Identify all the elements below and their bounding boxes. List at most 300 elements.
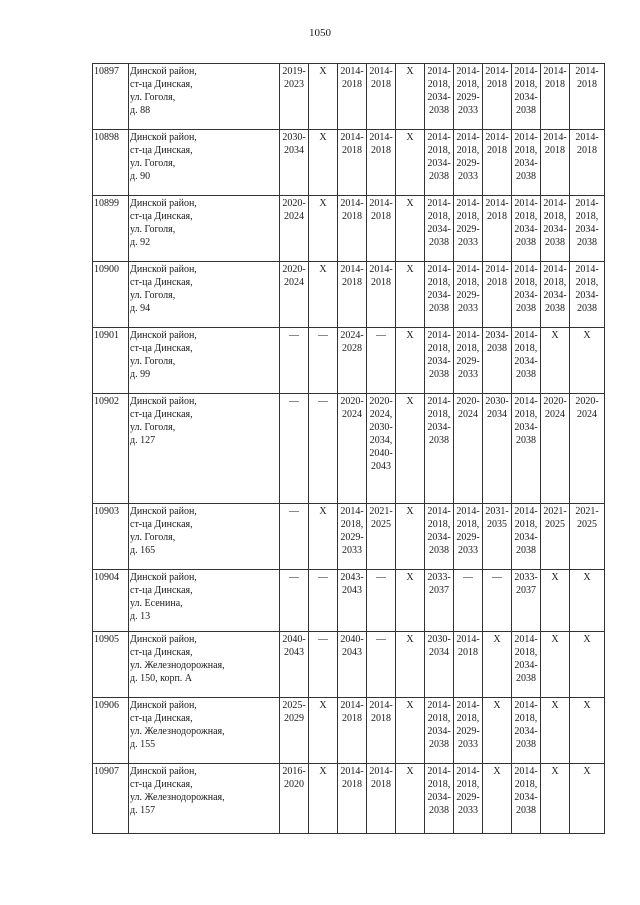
period-value: — — [289, 330, 299, 341]
period-cell — [396, 328, 425, 394]
period-cell — [483, 196, 512, 262]
period-value: 2018, — [514, 79, 538, 90]
period-value: 2038 — [516, 171, 536, 182]
period-value: 2014- — [543, 66, 567, 77]
period-value: 2034 — [429, 647, 449, 658]
period-value: 2034- — [427, 726, 451, 737]
period-cell — [309, 64, 338, 130]
period-value: Х — [583, 572, 591, 583]
period-cell — [309, 130, 338, 196]
period-value: 2014- — [456, 330, 480, 341]
period-value: Х — [493, 634, 501, 645]
period-cell — [541, 196, 570, 262]
period-value: 2014- — [427, 330, 451, 341]
address-cell — [129, 262, 280, 328]
period-cell — [454, 64, 483, 130]
period-value: 2018, — [514, 409, 538, 420]
period-cell — [367, 130, 396, 196]
period-value: 2014- — [427, 396, 451, 407]
period-value: 2034 — [284, 145, 304, 156]
table-row — [93, 504, 605, 570]
period-value: 2018 — [487, 145, 507, 156]
period-value: Х — [406, 700, 414, 711]
period-cell — [338, 394, 367, 504]
period-value: 2033- — [514, 572, 538, 583]
period-cell — [309, 632, 338, 698]
period-value: 2018, — [514, 211, 538, 222]
table-row — [93, 328, 605, 394]
address-cell — [129, 698, 280, 764]
period-cell — [338, 64, 367, 130]
period-value: 2040- — [340, 634, 364, 645]
period-cell — [483, 504, 512, 570]
period-cell — [396, 764, 425, 834]
period-value: 2014- — [575, 264, 599, 275]
period-value: Х — [406, 506, 414, 517]
period-value: 2014- — [514, 634, 538, 645]
period-value: 2021- — [543, 506, 567, 517]
period-value: 2014- — [340, 66, 364, 77]
period-value: 2034- — [485, 330, 509, 341]
table-row — [93, 262, 605, 328]
period-value: 2014- — [340, 700, 364, 711]
period-value: 2014- — [456, 264, 480, 275]
period-cell — [396, 130, 425, 196]
period-value: 2029- — [340, 532, 364, 543]
period-value: 2034- — [514, 224, 538, 235]
period-value: 2018 — [342, 79, 362, 90]
period-value: 2018, — [427, 519, 451, 530]
period-value: Х — [583, 766, 591, 777]
address-line: ст-ца Динская, — [130, 713, 193, 724]
period-value: 2018, — [427, 277, 451, 288]
period-cell — [454, 196, 483, 262]
period-value: 2018 — [487, 79, 507, 90]
period-value: — — [289, 572, 299, 583]
period-cell — [454, 698, 483, 764]
period-value: 2034- — [427, 422, 451, 433]
address-line: д. 157 — [130, 805, 156, 816]
register-table — [92, 63, 605, 834]
period-cell — [454, 262, 483, 328]
period-value: 2014- — [514, 330, 538, 341]
period-cell — [454, 632, 483, 698]
period-value: Х — [493, 766, 501, 777]
period-cell — [338, 632, 367, 698]
period-value: Х — [551, 634, 559, 645]
period-value: 2043 — [342, 585, 362, 596]
period-value: Х — [319, 766, 327, 777]
period-cell — [454, 328, 483, 394]
register-body — [93, 64, 605, 834]
period-value: 2014- — [514, 506, 538, 517]
period-cell — [483, 570, 512, 632]
period-value: — — [318, 330, 328, 341]
period-value: Х — [551, 700, 559, 711]
period-cell — [367, 394, 396, 504]
period-value: 2034- — [514, 792, 538, 803]
address-line: Динской район, — [130, 264, 197, 275]
period-cell — [367, 196, 396, 262]
period-value: Х — [583, 700, 591, 711]
period-value: 2034- — [427, 356, 451, 367]
period-cell — [425, 570, 454, 632]
period-value: 2038 — [516, 237, 536, 248]
period-value: 2018, — [514, 713, 538, 724]
period-value: 2038 — [577, 237, 597, 248]
address-line: ст-ца Динская, — [130, 343, 193, 354]
period-value: 2033- — [427, 572, 451, 583]
period-cell — [483, 632, 512, 698]
period-cell — [396, 504, 425, 570]
period-cell — [425, 504, 454, 570]
period-value: Х — [406, 330, 414, 341]
period-value: 2030- — [282, 132, 306, 143]
table-row — [93, 764, 605, 834]
period-value: 2018, — [514, 647, 538, 658]
address-line: ул. Гоголя, — [130, 92, 176, 103]
address-line: ул. Гоголя, — [130, 290, 176, 301]
period-value: 2037 — [429, 585, 449, 596]
period-value: 2018, — [456, 145, 480, 156]
period-value: 2043 — [342, 647, 362, 658]
period-cell — [570, 328, 605, 394]
period-value: 2014- — [485, 264, 509, 275]
period-value: 2018, — [427, 779, 451, 790]
period-cell — [454, 504, 483, 570]
period-cell — [338, 196, 367, 262]
period-cell — [338, 698, 367, 764]
period-value: Х — [406, 198, 414, 209]
period-value: 2018, — [427, 145, 451, 156]
period-cell — [425, 328, 454, 394]
table-row — [93, 570, 605, 632]
period-value: 2029- — [456, 224, 480, 235]
period-value: 2038 — [516, 545, 536, 556]
period-value: 2014- — [575, 66, 599, 77]
period-value: 2018 — [371, 145, 391, 156]
period-cell — [425, 764, 454, 834]
period-cell — [512, 698, 541, 764]
period-value: 2018, — [427, 211, 451, 222]
period-value: 2014- — [456, 634, 480, 645]
period-value: 2018 — [458, 647, 478, 658]
period-value: 2038 — [429, 171, 449, 182]
period-value: 2034- — [427, 792, 451, 803]
period-value: 2020- — [456, 396, 480, 407]
period-value: 2014- — [427, 66, 451, 77]
period-value: 2014- — [514, 396, 538, 407]
period-value: 2018 — [342, 145, 362, 156]
period-cell — [425, 632, 454, 698]
period-value: 2038 — [516, 805, 536, 816]
address-line: ул. Железнодорожная, — [130, 660, 225, 671]
period-value: 2019- — [282, 66, 306, 77]
address-line: ст-ца Динская, — [130, 211, 193, 222]
record-number: 10897 — [93, 64, 129, 130]
period-value: 2030- — [485, 396, 509, 407]
period-value: 2034- — [427, 290, 451, 301]
address-line: ст-ца Динская, — [130, 585, 193, 596]
period-value: 2018, — [456, 779, 480, 790]
period-value: — — [376, 330, 386, 341]
address-cell — [129, 64, 280, 130]
period-value: 2033 — [458, 545, 478, 556]
period-value: 2034- — [427, 224, 451, 235]
period-value: Х — [551, 572, 559, 583]
period-value: 2014- — [340, 264, 364, 275]
period-value: 2038 — [545, 237, 565, 248]
period-value: 2014- — [427, 700, 451, 711]
period-value: 2014- — [514, 700, 538, 711]
period-value: Х — [319, 506, 327, 517]
period-cell — [367, 328, 396, 394]
period-cell — [396, 698, 425, 764]
period-cell — [570, 262, 605, 328]
period-cell — [541, 64, 570, 130]
record-number: 10899 — [93, 196, 129, 262]
address-line: д. 150, корп. А — [130, 673, 193, 684]
period-value: 2014- — [485, 132, 509, 143]
address-line: ст-ца Динская, — [130, 519, 193, 530]
period-value: 2029- — [456, 726, 480, 737]
period-value: 2038 — [429, 435, 449, 446]
address-line: Динской район, — [130, 330, 197, 341]
period-value: Х — [406, 634, 414, 645]
address-line: Динской район, — [130, 396, 197, 407]
period-value: 2038 — [577, 303, 597, 314]
period-value: Х — [406, 396, 414, 407]
period-value: 2024 — [284, 277, 304, 288]
period-value: 2034- — [514, 726, 538, 737]
period-cell — [512, 570, 541, 632]
address-line: ст-ца Динская, — [130, 409, 193, 420]
period-value: 2034- — [575, 290, 599, 301]
period-value: 2014- — [340, 506, 364, 517]
period-value: 2020- — [369, 396, 393, 407]
period-value: 2014- — [369, 700, 393, 711]
period-value: Х — [406, 132, 414, 143]
period-value: 2029 — [284, 713, 304, 724]
period-value: 2018, — [456, 79, 480, 90]
period-cell — [367, 504, 396, 570]
period-cell — [541, 764, 570, 834]
period-value: — — [492, 572, 502, 583]
period-value: 2018, — [543, 211, 567, 222]
period-cell — [280, 64, 309, 130]
period-value: 2029- — [456, 792, 480, 803]
period-value: 2021- — [575, 506, 599, 517]
period-value: 2018, — [514, 519, 538, 530]
period-cell — [570, 504, 605, 570]
period-value: Х — [551, 766, 559, 777]
record-number: 10898 — [93, 130, 129, 196]
period-cell — [280, 764, 309, 834]
period-value: 2038 — [429, 303, 449, 314]
period-cell — [425, 698, 454, 764]
period-value: 2033 — [458, 369, 478, 380]
period-value: 2020- — [282, 264, 306, 275]
period-value: 2018, — [340, 519, 364, 530]
table-row — [93, 64, 605, 130]
period-value: Х — [319, 700, 327, 711]
period-cell — [483, 262, 512, 328]
period-value: 2025 — [545, 519, 565, 530]
address-line: Динской район, — [130, 572, 197, 583]
period-cell — [541, 394, 570, 504]
period-value: 2014- — [427, 766, 451, 777]
period-cell — [570, 130, 605, 196]
period-cell — [280, 262, 309, 328]
period-cell — [280, 130, 309, 196]
period-cell — [454, 130, 483, 196]
period-cell — [570, 570, 605, 632]
period-cell — [309, 394, 338, 504]
period-value: 2034- — [514, 290, 538, 301]
period-cell — [483, 328, 512, 394]
period-value: 2018 — [371, 277, 391, 288]
address-line: ул. Гоголя, — [130, 224, 176, 235]
period-value: 2018, — [427, 713, 451, 724]
period-value: 2014- — [514, 66, 538, 77]
period-value: 2014- — [514, 264, 538, 275]
period-value: — — [318, 634, 328, 645]
period-value: 2033 — [458, 739, 478, 750]
period-cell — [570, 394, 605, 504]
period-cell — [338, 764, 367, 834]
period-cell — [396, 570, 425, 632]
period-value: 2018 — [371, 79, 391, 90]
period-value: Х — [583, 634, 591, 645]
period-value: Х — [583, 330, 591, 341]
period-cell — [512, 632, 541, 698]
period-cell — [570, 698, 605, 764]
period-value: 2033 — [458, 171, 478, 182]
period-value: 2014- — [427, 198, 451, 209]
period-value: 2028 — [342, 343, 362, 354]
period-value: 2018, — [456, 713, 480, 724]
period-value: 2014- — [485, 198, 509, 209]
period-value: 2038 — [429, 805, 449, 816]
period-value: 2014- — [543, 198, 567, 209]
period-value: 2014- — [369, 766, 393, 777]
period-value: 2014- — [340, 766, 364, 777]
address-line: Динской район, — [130, 634, 197, 645]
period-cell — [541, 698, 570, 764]
address-line: Динской район, — [130, 198, 197, 209]
period-value: 2020 — [284, 779, 304, 790]
period-cell — [541, 262, 570, 328]
period-value: 2018 — [371, 779, 391, 790]
period-cell — [309, 570, 338, 632]
period-value: 2014- — [456, 132, 480, 143]
period-value: 2034- — [543, 290, 567, 301]
period-cell — [425, 196, 454, 262]
period-value: Х — [406, 572, 414, 583]
address-line: д. 90 — [130, 171, 151, 182]
period-value: 2029- — [456, 532, 480, 543]
period-cell — [309, 196, 338, 262]
address-line: ст-ца Динская, — [130, 145, 193, 156]
period-cell — [367, 632, 396, 698]
period-value: 2034- — [427, 532, 451, 543]
period-cell — [367, 262, 396, 328]
period-value: 2034- — [427, 158, 451, 169]
address-line: ул. Гоголя, — [130, 158, 176, 169]
period-value: 2014- — [340, 198, 364, 209]
address-line: ул. Гоголя, — [130, 532, 176, 543]
period-value: 2038 — [516, 673, 536, 684]
address-line: д. 92 — [130, 237, 151, 248]
period-value: 2034- — [514, 532, 538, 543]
period-value: 2033 — [458, 805, 478, 816]
period-value: — — [376, 572, 386, 583]
period-cell — [570, 632, 605, 698]
period-cell — [280, 328, 309, 394]
period-value: 2014- — [575, 198, 599, 209]
period-value: 2018, — [427, 343, 451, 354]
period-cell — [483, 394, 512, 504]
period-value: 2018 — [371, 713, 391, 724]
period-value: 2020- — [575, 396, 599, 407]
period-value: Х — [319, 264, 327, 275]
period-value: 2014- — [427, 132, 451, 143]
address-line: д. 88 — [130, 105, 151, 116]
table-row — [93, 130, 605, 196]
period-value: 2018, — [456, 211, 480, 222]
period-cell — [396, 196, 425, 262]
period-cell — [454, 764, 483, 834]
period-cell — [512, 328, 541, 394]
table-row — [93, 698, 605, 764]
period-value: Х — [319, 132, 327, 143]
period-cell — [396, 632, 425, 698]
period-value: 2029- — [456, 158, 480, 169]
period-cell — [483, 64, 512, 130]
address-cell — [129, 570, 280, 632]
period-cell — [483, 130, 512, 196]
period-value: 2014- — [427, 264, 451, 275]
period-cell — [541, 504, 570, 570]
period-value: 2040- — [282, 634, 306, 645]
period-value: 2038 — [516, 739, 536, 750]
period-cell — [512, 504, 541, 570]
period-value: 2014- — [543, 132, 567, 143]
period-value: 2018 — [342, 779, 362, 790]
period-cell — [309, 698, 338, 764]
period-value: 2018, — [514, 277, 538, 288]
period-value: 2024 — [342, 409, 362, 420]
period-cell — [570, 764, 605, 834]
period-value: 2014- — [456, 506, 480, 517]
record-number: 10904 — [93, 570, 129, 632]
record-number: 10901 — [93, 328, 129, 394]
period-value: 2021- — [369, 506, 393, 517]
period-cell — [338, 570, 367, 632]
period-value: 2018 — [371, 211, 391, 222]
period-cell — [309, 262, 338, 328]
period-value: 2035 — [487, 519, 507, 530]
address-line: д. 94 — [130, 303, 151, 314]
period-cell — [541, 328, 570, 394]
period-cell — [541, 632, 570, 698]
period-cell — [280, 394, 309, 504]
period-value: 2020- — [340, 396, 364, 407]
period-cell — [338, 130, 367, 196]
period-cell — [512, 394, 541, 504]
period-cell — [512, 196, 541, 262]
period-value: 2014- — [456, 198, 480, 209]
